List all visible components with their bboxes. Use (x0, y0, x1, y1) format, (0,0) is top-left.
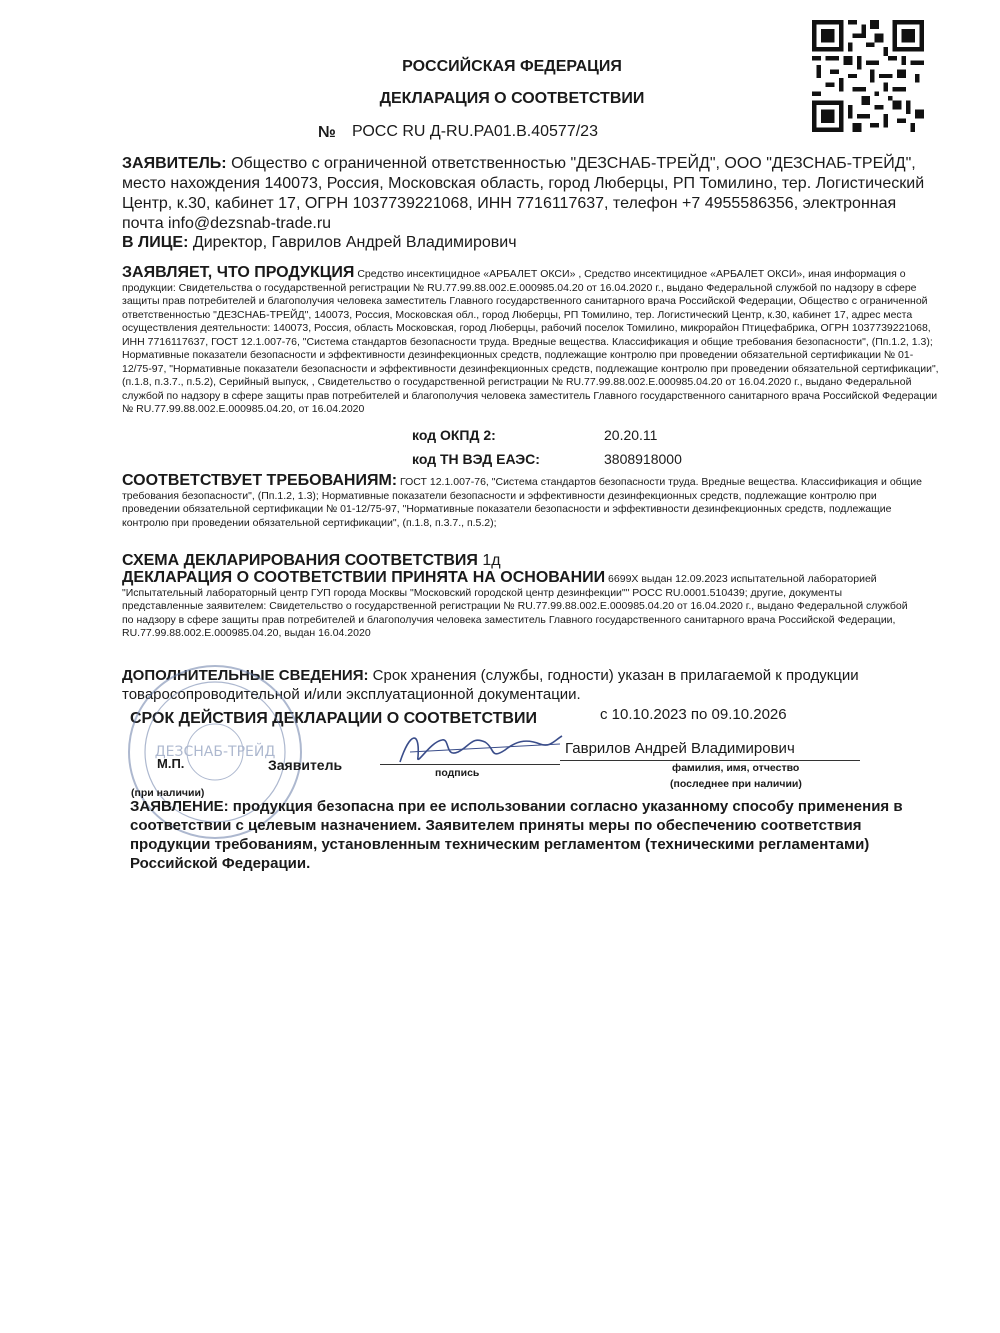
name-line (560, 760, 860, 761)
additional-label: ДОПОЛНИТЕЛЬНЫЕ СВЕДЕНИЯ: (122, 667, 369, 684)
podpis-caption: подпись (435, 767, 480, 779)
qr-code (812, 20, 924, 132)
basis-label: ДЕКЛАРАЦИЯ О СООТВЕТСТВИИ ПРИНЯТА НА ОСНОВАНИИ (122, 569, 606, 586)
basis-block (122, 571, 912, 641)
tnved-value: 3808918000 (604, 451, 682, 467)
fio-caption: фамилия, имя, отчество (672, 762, 800, 774)
scheme-value: 1д (482, 552, 501, 569)
applicant-label: ЗАЯВИТЕЛЬ: (122, 155, 227, 172)
signature-line (380, 764, 560, 765)
stamp-text: ДЕЗСНАБ-ТРЕЙД (154, 744, 276, 760)
applicant-block (122, 154, 930, 234)
additional-text: Срок хранения (службы, годности) указан в прилагаемой к продукции товаросопроводительной и/или эксплуатационной документации. (122, 667, 859, 703)
validity-label: СРОК ДЕЙСТВИЯ ДЕКЛАРАЦИИ О СООТВЕТСТВИИ (130, 710, 537, 727)
requirements-label: СООТВЕТСТВУЕТ ТРЕБОВАНИЯМ: (122, 472, 398, 489)
product-text: Средство инсектицидное «АРБАЛЕТ ОКСИ» , Средство инсектицидное «АРБАЛЕТ ОКСИ», иная информация о продукции: Свидетельства о государственной регистрации № RU.77.99.88.002.Е.000985.04.20 от 16.04.2020 г., выдано Федеральной службой по надзору в сфере защиты прав потребителей и благополучия человека заместитель Главного государственного санитарного врача Российской Федерации, Общество с ограниченной ответственностью "ДЕЗСНАБ-ТРЕЙД", 140073, Россия, Московская обл., город Люберцы, РП Томилино, тер. Логистический Центр, к.30, кабинет 17, адрес места осуществления деятельности: 140073, Россия, область Московская, город Люберцы, рабочий поселок Томилино, микрорайон Птицефабрика, ОГРН 1037739221068, ИНН 7716117637, ГОСТ 12.1.007-76, "Система стандартов безопасности труда. Вредные вещества. Классификация и общие требования безопасности", (Пп.1.2, 1.3); Нормативные показатели безопасности и эффективности дезинфекционных средств, подлежащие контролю при проведении обязательной сертификации № 01-12/75-97, "Нормативные показатели безопасности и эффективности дезинфекционных средств, подлежащие контролю при проведении обязательной сертификации", (п.1.8, п.3.7., п.5.2), Серийный выпуск, , Свидетельство о государственной регистрации № RU.77.99.88.002.Е.000985.04.20 от 16.04.2020 г., выдано Федеральной службой по надзору в сфере защиты прав потребителей и благополучия человека заместитель Главного государственного санитарного врача Российской Федерации № RU.77.99.88.002.Е.000985.04.20, от 16.04.2020 (122, 268, 939, 415)
product-label: ЗАЯВЛЯЕТ, ЧТО ПРОДУКЦИЯ (122, 264, 355, 281)
statement-text: ЗАЯВЛЕНИЕ: продукция безопасна при ее использовании согласно указанному способу применения в соответствии с целевым назначением. Заявителем приняты меры по обеспечению соответствия продукции требованиям, установленным техническим регламентом (техническими регламентами) Российской Федерации. (130, 798, 903, 872)
declaration-number: РОСС RU Д-RU.РА01.В.40577/23 (352, 123, 598, 140)
tnved-label: код ТН ВЭД ЕАЭС: (412, 451, 540, 467)
okpd-value: 20.20.11 (604, 427, 658, 443)
when-present-caption: (при наличии) (131, 787, 205, 799)
product-block (122, 266, 940, 417)
document-title: ДЕКЛАРАЦИЯ О СООТВЕТСТВИИ (379, 90, 645, 107)
fio-caption-2: (последнее при наличии) (670, 778, 802, 790)
person-text: Директор, Гаврилов Андрей Владимирович (192, 234, 517, 251)
okpd-label: код ОКПД 2: (412, 427, 496, 443)
signer-name: Гаврилов Андрей Владимирович (565, 740, 795, 757)
applicant-sign-label: Заявитель (268, 757, 343, 773)
country-title: РОССИЙСКАЯ ФЕДЕРАЦИЯ (402, 58, 622, 75)
requirements-block (122, 474, 934, 530)
mp-label: М.П. (157, 756, 185, 771)
validity-value: с 10.10.2023 по 09.10.2026 (600, 706, 787, 723)
person-label: В ЛИЦЕ: (122, 234, 189, 251)
person-block (122, 233, 930, 253)
basis-text: 6699Х выдан 12.09.2023 испытательной лабораторией "Испытательный лабораторный центр ГУП города Москвы "Московский городской центр дезинфекции"" РОСС RU.0001.510439; другие, документы представленные заявителем: Свидетельство о государственной регистрации № RU.77.99.88.002.Е.000985.04.20 от 16.04.2020 г., выдано Федеральной службой по надзору в сфере защиты прав потребителей и благополучия человека заместитель Главного государственного санитарного врача Российской Федерации, RU.77.99.88.002.Е.000985.04.20, выдан 16.04.2020 (122, 573, 908, 639)
applicant-text: Общество с ограниченной ответственностью "ДЕЗСНАБ-ТРЕЙД", ООО "ДЕЗСНАБ-ТРЕЙД", место нахождения 140073, Россия, Московская область, город Люберцы, РП Томилино, тер. Логистический Центр, к.30, кабинет 17, ОГРН 1037739221068, ИНН 7716117637, телефон +7 4955586356, электронная почта info@dezsnab-trade.ru (122, 155, 925, 232)
scheme-label: СХЕМА ДЕКЛАРИРОВАНИЯ СООТВЕТСТВИЯ (122, 552, 478, 569)
number-sign: № (318, 124, 336, 141)
requirements-text: ГОСТ 12.1.007-76, "Система стандартов безопасности труда. Вредные вещества. Классификация и общие требования безопасности", (Пп.1.2, 1.3); Нормативные показатели безопасности и эффективности дезинфекционных средств, подлежащие контролю при проведении обязательной сертификации № 01-12/75-97, "Нормативные показатели безопасности и эффективности дезинфекционных средств, подлежащие контролю при проведении обязательной сертификации", (п.1.8, п.3.7., п.5.2); (122, 476, 923, 529)
scheme-block (122, 552, 501, 570)
